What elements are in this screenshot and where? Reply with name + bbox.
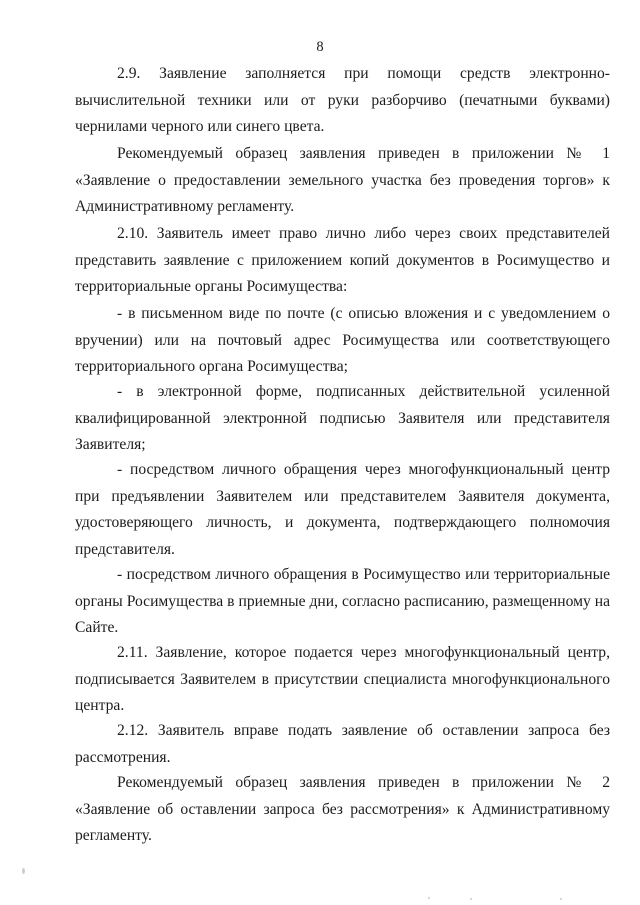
scan-artifact	[22, 868, 25, 874]
paragraph-2-11: 2.11. Заявление, которое подается через многофункциональный центр, подписывается Заявителем в присутствии специалиста многофункционального центра.	[75, 644, 610, 715]
paragraph-sample-form-2: Рекомендуемый образец заявления приведен в приложении № 2 «Заявление об оставлении запроса без рассмотрения» к Административному регламенту.	[75, 774, 610, 845]
list-item-by-mail: - в письменном виде по почте (с описью вложения и с уведомлением о вручении) или на почтовый адрес Росимущества или соответствующего территориального органа Росимущества;	[75, 305, 610, 376]
paragraph-sample-form-1: Рекомендуемый образец заявления приведен в приложении № 1 «Заявление о предоставлении земельного участка без проведения торгов» к Административному регламенту.	[75, 145, 610, 216]
page-number: 8	[316, 39, 324, 55]
paragraph-2-9: 2.9. Заявление заполняется при помощи средств электронно-вычислительной техники или от руки разборчиво (печатными буквами) чернилами черного или синего цвета.	[75, 65, 610, 136]
scan-artifact	[470, 898, 472, 900]
list-item-multifunctional-center: - посредством личного обращения через многофункциональный центр при предъявлении Заявителем или представителем Заявителя документа, удостоверяющего личность, и документа, подтверждающего полномочия представителя.	[75, 461, 610, 558]
paragraph-2-10: 2.10. Заявитель имеет право лично либо через своих представителей представить заявление с приложением копий документов в Росимущество и территориальные органы Росимущества:	[75, 225, 610, 296]
scan-artifact	[560, 898, 562, 900]
paragraph-2-12: 2.12. Заявитель вправе подать заявление об оставлении запроса без рассмотрения.	[75, 722, 610, 766]
list-item-electronic-form: - в электронной форме, подписанных действительной усиленной квалифицированной электронной подписью Заявителя или представителя Заявителя;	[75, 383, 610, 454]
scan-artifact	[428, 897, 430, 899]
list-item-personal-visit: - посредством личного обращения в Росимущество или территориальные органы Росимущества в приемные дни, согласно расписанию, размещенному на Сайте.	[75, 566, 610, 637]
